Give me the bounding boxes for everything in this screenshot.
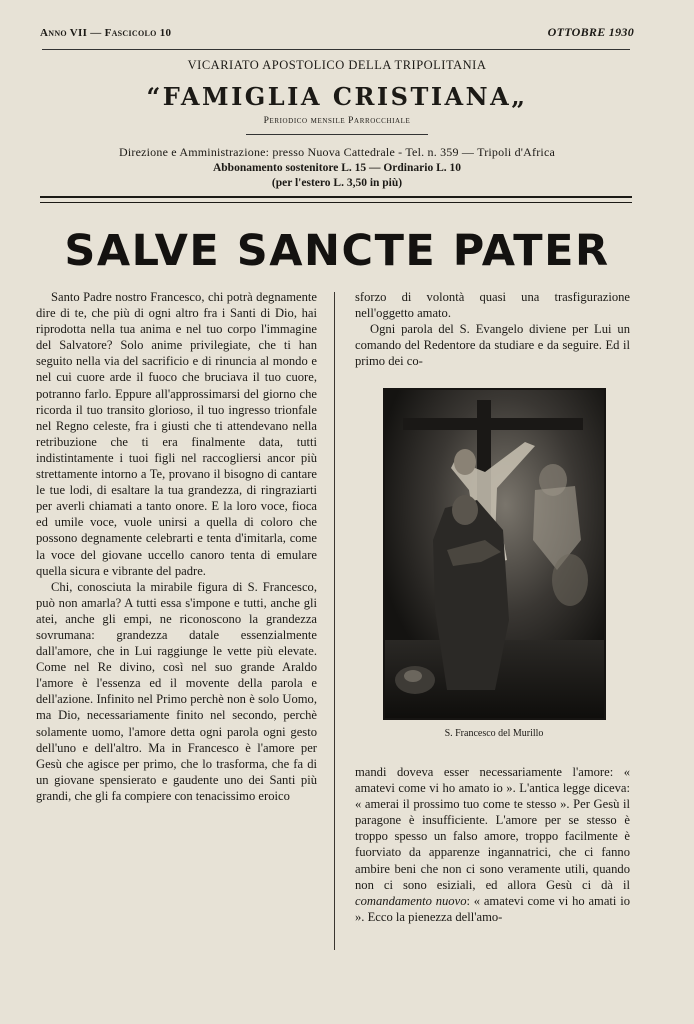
article-paragraph: sforzo di volontà quasi una trasfigurazione nell'oggetto amato. (355, 290, 630, 321)
subscription-prices: Abbonamento sostenitore L. 15 — Ordinario L. 10 (212, 162, 461, 174)
subscription-block (40, 161, 634, 191)
subtitle-rule (246, 134, 428, 135)
painting-illustration (385, 390, 604, 718)
article-paragraph: Chi, conosciuta la mirabile figura di S. Francesco, può non amarla? A tutti essa s'impone e tutti, anche gli atei, anche gli empi, ne riconoscono la grandezza sovrumana: grandezza datale essenzialmente dall'amore, che in Lui raggiunge le vette più elevate. Come nel Re divino, così nel suo grande Araldo l'amore è l'essenza ed il movente della parola e dell'azione. Infinito nel Primo perchè non è solo Uomo, ma Dio, necessariamente finito nel secondo, perchè solamente uomo, l'amore detta ogni parola ogni gesto dell'uno e dell'altro. Ma in Francesco è l'amore per Gesù che agisce per primo, che lo trasforma, che fa di un giovane spensierato e gaudente uno dei Santi più grandi, che gli fa compiere con tenacissimo eroico (36, 579, 317, 803)
top-rule (42, 49, 630, 50)
article-text: mandi doveva esser necessariamente l'amore: « amatevi come vi ho amato io ». L'antica legge diceva: « amerai il prossimo tuo come te stesso ». Per Gesù il paragone è insufficiente. L'amore per se stesso è troppo spesso un falso amore, troppo facilmente è fuorviato da apparenze ingannatrici, che ci fanno ambire beni che non ci sono veramente utili, quando non ci sono esiziali, ed allora Gesù ci dà il (355, 765, 630, 892)
issue-number: Anno VII — Fascicolo 10 (40, 27, 172, 39)
murillo-painting-image (383, 388, 606, 720)
article-paragraph (355, 764, 630, 925)
article-emphasis: comandamento nuovo (355, 893, 467, 908)
header-double-rule (40, 196, 632, 203)
article-text: : « amatevi come vi ho amati io ». Ecco la pienezza dell'amo- (355, 893, 630, 924)
masthead-title: “FAMIGLIA CRISTIANA„ (146, 82, 528, 111)
masthead-subtitle: Periodico mensile Parrocchiale (263, 116, 411, 126)
column-divider (334, 292, 335, 950)
article-paragraph: Santo Padre nostro Francesco, chi potrà degnamente dire di te, che più di ogni altro fra i Santi di Dio, hai riprodotta nella tua anima e nel tuo corpo l'immagine del Salvatore? Solo anime privilegiate, che ti han seguito nella via del sacrificio e di rinuncia al mondo e nel cui cuore arde il fuoco che bruciava il tuo cuore, potranno farlo. Eppure all'approssimarsi del giorno che ricorda il tuo transito glorioso, il tuo ingresso trionfale nel Regno celeste, fra i giusti che ti attendevano nella retribuzione che ti era finalmente data, tutti indistintamente i tuoi figli nel raccogliersi ancor più strettamente intorno a Te, provano il bisogno di cantare le tue lodi, di esaltare la tua grandezza, di ringraziarti per averli chiamati a tanto onore. E la loro voce, fioca ed umile voce, vuole unirsi a quella di coloro che possono degnamente celebrarti e tenta d'imitarla, come la voce del giovane uccello canoro tenta di emulare quella sicura e vibrante del padre. (36, 290, 317, 578)
vicariato-line: VICARIATO APOSTOLICO DELLA TRIPOLITANIA (187, 58, 487, 72)
figure-caption: S. Francesco del Murillo (444, 728, 544, 739)
direzione-line: Direzione e Amministrazione: presso Nuova Cattedrale - Tel. n. 359 — Tripoli d'Africa (118, 145, 555, 159)
issue-date: OTTOBRE 1930 (547, 25, 634, 39)
article-column-right-top (355, 289, 630, 369)
article-paragraph: Ogni parola del S. Evangelo diviene per Lui un comando del Redentore da studiare e da seguire. Ed il primo dei co- (355, 322, 630, 369)
article-title: SALVE SANCTE PATER (64, 226, 610, 276)
article-column-right-bottom (355, 764, 630, 925)
subscription-abroad: (per l'estero L. 3,50 in più) (271, 177, 403, 189)
article-column-left (36, 289, 317, 804)
